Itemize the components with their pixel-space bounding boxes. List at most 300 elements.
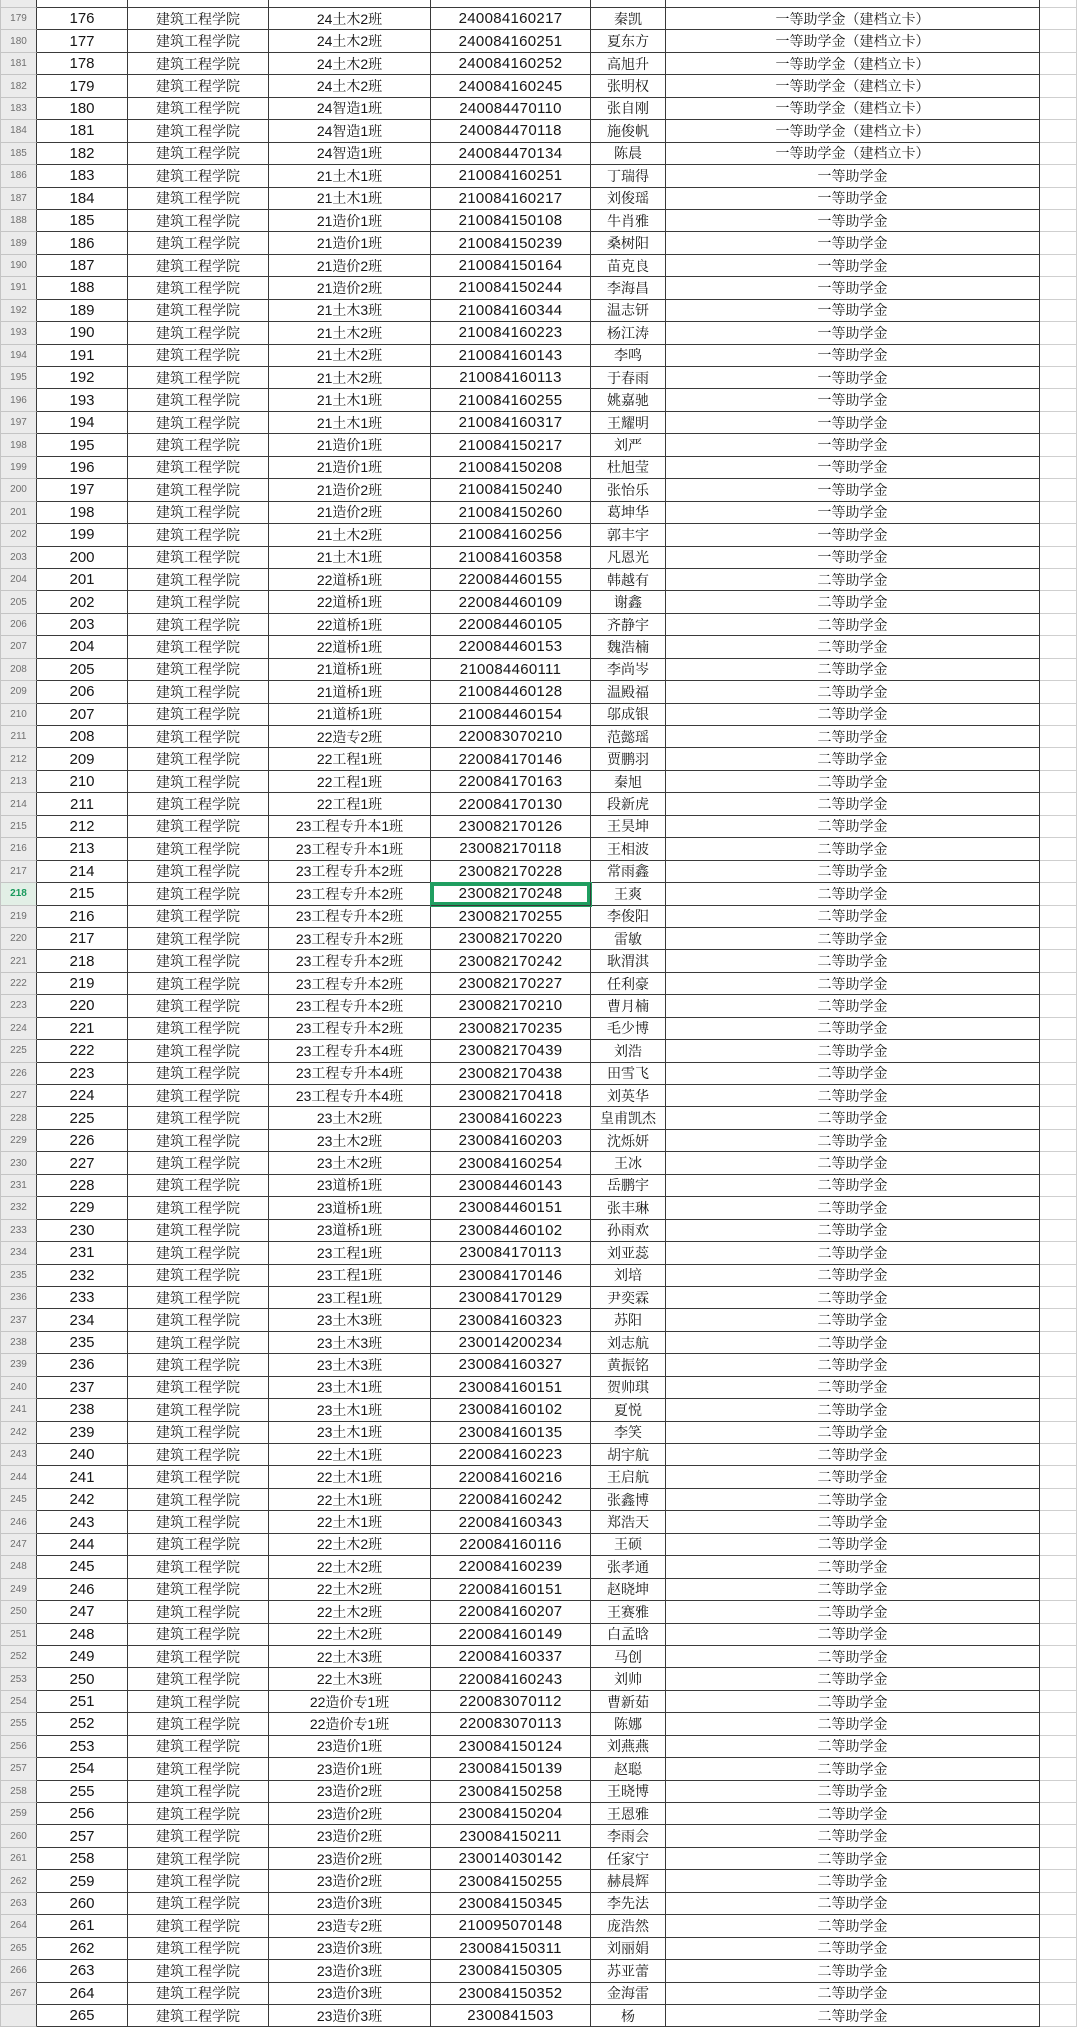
cell-class[interactable]: 21土木1班 [269, 188, 431, 210]
cell-seq[interactable]: 222 [37, 1040, 128, 1062]
cell-class[interactable]: 22道桥1班 [269, 591, 431, 613]
cell-award[interactable]: 一等助学金 [666, 322, 1040, 344]
cell-student-id[interactable]: 230082170418 [431, 1085, 591, 1107]
cell-class[interactable]: 23造价2班 [269, 1848, 431, 1870]
cell-name[interactable]: 刘志航 [591, 1332, 666, 1354]
cell-class[interactable]: 23工程专升本4班 [269, 1040, 431, 1062]
cell-class[interactable]: 23工程专升本2班 [269, 973, 431, 995]
cell-student-id[interactable]: 230084160102 [431, 1399, 591, 1421]
cell-seq[interactable]: 216 [37, 906, 128, 928]
cell-empty[interactable] [1040, 614, 1077, 636]
cell-class[interactable]: 23土木3班 [269, 1309, 431, 1331]
cell-student-id[interactable]: 220084160242 [431, 1489, 591, 1511]
cell-empty[interactable] [1040, 143, 1077, 165]
cell-seq[interactable]: 202 [37, 591, 128, 613]
cell-seq[interactable]: 254 [37, 1758, 128, 1780]
cell-award[interactable]: 二等助学金 [666, 1309, 1040, 1331]
cell-class[interactable]: 21土木2班 [269, 524, 431, 546]
cell-award[interactable]: 二等助学金 [666, 1825, 1040, 1847]
cell-name[interactable]: 岳鹏宇 [591, 1175, 666, 1197]
cell-class[interactable]: 21造价1班 [269, 434, 431, 456]
cell-name[interactable]: 王耀明 [591, 412, 666, 434]
cell-name[interactable]: 李海昌 [591, 277, 666, 299]
cell-college[interactable]: 建筑工程学院 [128, 861, 269, 883]
cell-college[interactable]: 建筑工程学院 [128, 1938, 269, 1960]
cell-name[interactable]: 夏悦 [591, 1399, 666, 1421]
cell-seq[interactable]: 252 [37, 1713, 128, 1735]
cell-name[interactable]: 黄振铭 [591, 1354, 666, 1376]
cell-seq[interactable]: 176 [37, 8, 128, 30]
cell-college[interactable]: 建筑工程学院 [128, 771, 269, 793]
cell-name[interactable]: 李笑 [591, 1422, 666, 1444]
cell-award[interactable]: 一等助学金（建档立卡） [666, 30, 1040, 52]
cell-class[interactable]: 23道桥1班 [269, 1175, 431, 1197]
cell-empty[interactable] [1040, 1107, 1077, 1129]
cell-empty[interactable] [1040, 704, 1077, 726]
cell-student-id[interactable]: 230084160327 [431, 1354, 591, 1376]
row-header[interactable]: 194 [0, 345, 37, 367]
cell-student-id[interactable]: 210084160143 [431, 345, 591, 367]
cell-name[interactable]: 田雪飞 [591, 1063, 666, 1085]
cell-college[interactable]: 建筑工程学院 [128, 1332, 269, 1354]
cell-student-id[interactable]: 230084150211 [431, 1825, 591, 1847]
cell-student-id[interactable]: 210084160113 [431, 367, 591, 389]
cell-name[interactable]: 张自刚 [591, 98, 666, 120]
cell-award[interactable]: 二等助学金 [666, 1915, 1040, 1937]
cell-college[interactable]: 建筑工程学院 [128, 1781, 269, 1803]
cell-empty[interactable] [1040, 1309, 1077, 1331]
cell-empty[interactable] [1040, 906, 1077, 928]
row-header[interactable]: 205 [0, 591, 37, 613]
cell-student-id[interactable]: 220084160149 [431, 1624, 591, 1646]
cell-student-id[interactable]: 220084170146 [431, 748, 591, 770]
cell-college[interactable]: 建筑工程学院 [128, 502, 269, 524]
cell-empty[interactable] [1040, 188, 1077, 210]
cell-class[interactable]: 23造价2班 [269, 1781, 431, 1803]
cell-name[interactable]: 孙雨欢 [591, 1220, 666, 1242]
cell-student-id[interactable]: 220084160116 [431, 1534, 591, 1556]
cell-seq[interactable]: 235 [37, 1332, 128, 1354]
cell-class[interactable]: 24土木2班 [269, 8, 431, 30]
cell-college[interactable]: 建筑工程学院 [128, 367, 269, 389]
cell-name[interactable]: 贾鹏羽 [591, 748, 666, 770]
cell-award[interactable]: 二等助学金 [666, 1466, 1040, 1488]
cell-college[interactable]: 建筑工程学院 [128, 1265, 269, 1287]
cell-award[interactable]: 二等助学金 [666, 1983, 1040, 2005]
cell-award[interactable]: 一等助学金 [666, 367, 1040, 389]
cell-award[interactable]: 二等助学金 [666, 1691, 1040, 1713]
cell-empty[interactable] [1040, 793, 1077, 815]
cell-student-id[interactable]: 230084150352 [431, 1983, 591, 2005]
cell-empty[interactable] [1040, 53, 1077, 75]
cell-empty[interactable] [1040, 748, 1077, 770]
cell-college[interactable]: 建筑工程学院 [128, 1063, 269, 1085]
cell-award[interactable]: 二等助学金 [666, 1736, 1040, 1758]
cell-award[interactable]: 一等助学金 [666, 479, 1040, 501]
cell-award[interactable]: 二等助学金 [666, 1130, 1040, 1152]
cell-award[interactable]: 一等助学金 [666, 412, 1040, 434]
cell-award[interactable]: 二等助学金 [666, 1197, 1040, 1219]
cell-empty[interactable] [1040, 0, 1077, 8]
row-header[interactable]: 185 [0, 143, 37, 165]
cell-award[interactable]: 二等助学金 [666, 793, 1040, 815]
row-header[interactable]: 195 [0, 367, 37, 389]
cell-college[interactable]: 建筑工程学院 [128, 1825, 269, 1847]
cell-seq[interactable]: 248 [37, 1624, 128, 1646]
cell-college[interactable]: 建筑工程学院 [128, 1175, 269, 1197]
cell-class[interactable]: 21造价1班 [269, 210, 431, 232]
cell-seq[interactable]: 259 [37, 1870, 128, 1892]
cell-empty[interactable] [1040, 75, 1077, 97]
cell-seq[interactable]: 220 [37, 995, 128, 1017]
cell-student-id[interactable]: 240084470110 [431, 98, 591, 120]
cell-student-id[interactable]: 230084160223 [431, 1107, 591, 1129]
cell-class[interactable]: 21道桥1班 [269, 704, 431, 726]
cell-college[interactable]: 建筑工程学院 [128, 569, 269, 591]
cell-seq[interactable]: 193 [37, 389, 128, 411]
cell-award[interactable]: 一等助学金（建档立卡） [666, 53, 1040, 75]
cell-student-id[interactable]: 220084160223 [431, 1444, 591, 1466]
cell-college[interactable]: 建筑工程学院 [128, 793, 269, 815]
cell-award[interactable]: 二等助学金 [666, 1175, 1040, 1197]
cell-empty[interactable] [1040, 1736, 1077, 1758]
cell-class[interactable]: 22土木1班 [269, 1511, 431, 1533]
cell-award[interactable]: 二等助学金 [666, 1063, 1040, 1085]
cell-student-id[interactable]: 220084170130 [431, 793, 591, 815]
cell-class[interactable]: 24土木2班 [269, 53, 431, 75]
cell-seq[interactable]: 188 [37, 277, 128, 299]
cell-student-id[interactable]: 210084150208 [431, 457, 591, 479]
cell-name[interactable]: 秦凯 [591, 8, 666, 30]
cell-student-id[interactable]: 210084160223 [431, 322, 591, 344]
cell-seq[interactable]: 224 [37, 1085, 128, 1107]
cell-class[interactable]: 21道桥1班 [269, 659, 431, 681]
cell-class[interactable]: 23工程专升本2班 [269, 928, 431, 950]
cell-award[interactable]: 二等助学金 [666, 1085, 1040, 1107]
cell-name[interactable]: 苏阳 [591, 1309, 666, 1331]
cell-empty[interactable] [1040, 636, 1077, 658]
cell-seq[interactable]: 256 [37, 1803, 128, 1825]
cell-empty[interactable] [1040, 1915, 1077, 1937]
cell-college[interactable]: 建筑工程学院 [128, 704, 269, 726]
cell-name[interactable]: 桑树阳 [591, 232, 666, 254]
cell-seq[interactable]: 185 [37, 210, 128, 232]
row-header[interactable]: 265 [0, 1938, 37, 1960]
cell-award[interactable]: 二等助学金 [666, 1242, 1040, 1264]
cell-class[interactable]: 23工程1班 [269, 1265, 431, 1287]
cell-college[interactable]: 建筑工程学院 [128, 1354, 269, 1376]
cell-college[interactable]: 建筑工程学院 [128, 120, 269, 142]
row-header[interactable]: 188 [0, 210, 37, 232]
cell-seq[interactable]: 257 [37, 1825, 128, 1847]
cell-empty[interactable] [1040, 771, 1077, 793]
cell-empty[interactable] [1040, 1265, 1077, 1287]
row-header[interactable]: 214 [0, 793, 37, 815]
row-header[interactable]: 227 [0, 1085, 37, 1107]
cell-class[interactable]: 22土木2班 [269, 1534, 431, 1556]
cell-award[interactable]: 二等助学金 [666, 1377, 1040, 1399]
cell-student-id[interactable] [431, 0, 591, 8]
row-header[interactable]: 237 [0, 1309, 37, 1331]
row-header[interactable]: 208 [0, 659, 37, 681]
cell-seq[interactable]: 197 [37, 479, 128, 501]
cell-award[interactable]: 二等助学金 [666, 1668, 1040, 1690]
cell-name[interactable]: 张怡乐 [591, 479, 666, 501]
cell-college[interactable]: 建筑工程学院 [128, 928, 269, 950]
cell-college[interactable]: 建筑工程学院 [128, 188, 269, 210]
cell-college[interactable]: 建筑工程学院 [128, 8, 269, 30]
cell-college[interactable]: 建筑工程学院 [128, 479, 269, 501]
cell-student-id[interactable]: 220083070113 [431, 1713, 591, 1735]
cell-class[interactable]: 22工程1班 [269, 748, 431, 770]
cell-award[interactable]: 二等助学金 [666, 1534, 1040, 1556]
cell-empty[interactable] [1040, 1287, 1077, 1309]
cell-college[interactable]: 建筑工程学院 [128, 726, 269, 748]
cell-student-id[interactable]: 210084150239 [431, 232, 591, 254]
row-header[interactable]: 258 [0, 1781, 37, 1803]
row-header[interactable]: 252 [0, 1646, 37, 1668]
cell-class[interactable]: 23工程1班 [269, 1287, 431, 1309]
cell-empty[interactable] [1040, 973, 1077, 995]
cell-name[interactable]: 胡宇航 [591, 1444, 666, 1466]
cell-award[interactable]: 一等助学金 [666, 188, 1040, 210]
cell-name[interactable]: 刘严 [591, 434, 666, 456]
cell-empty[interactable] [1040, 1085, 1077, 1107]
cell-seq[interactable]: 213 [37, 838, 128, 860]
cell-seq[interactable]: 217 [37, 928, 128, 950]
row-header[interactable]: 251 [0, 1624, 37, 1646]
cell-student-id[interactable]: 210084160255 [431, 389, 591, 411]
cell-name[interactable]: 于春雨 [591, 367, 666, 389]
cell-class[interactable]: 21造价2班 [269, 277, 431, 299]
cell-name[interactable]: 姚嘉驰 [591, 389, 666, 411]
row-header[interactable]: 219 [0, 906, 37, 928]
cell-empty[interactable] [1040, 30, 1077, 52]
cell-college[interactable]: 建筑工程学院 [128, 1444, 269, 1466]
cell-name[interactable]: 白孟晗 [591, 1624, 666, 1646]
cell-award[interactable]: 二等助学金 [666, 1422, 1040, 1444]
row-header[interactable]: 202 [0, 524, 37, 546]
cell-empty[interactable] [1040, 591, 1077, 613]
row-header[interactable]: 245 [0, 1489, 37, 1511]
cell-class[interactable]: 22造价专1班 [269, 1713, 431, 1735]
cell-class[interactable]: 23道桥1班 [269, 1197, 431, 1219]
cell-seq[interactable]: 250 [37, 1668, 128, 1690]
cell-class[interactable]: 23造价3班 [269, 1960, 431, 1982]
cell-class[interactable]: 22造价专1班 [269, 1691, 431, 1713]
cell-student-id[interactable]: 220083070112 [431, 1691, 591, 1713]
cell-name[interactable]: 牛肖雅 [591, 210, 666, 232]
cell-award[interactable]: 一等助学金 [666, 524, 1040, 546]
cell-seq[interactable]: 239 [37, 1422, 128, 1444]
cell-college[interactable]: 建筑工程学院 [128, 883, 269, 905]
cell-student-id[interactable]: 230084150204 [431, 1803, 591, 1825]
cell-class[interactable]: 23工程专升本2班 [269, 906, 431, 928]
cell-student-id[interactable]: 230084170146 [431, 1265, 591, 1287]
cell-empty[interactable] [1040, 569, 1077, 591]
cell-empty[interactable] [1040, 1422, 1077, 1444]
row-header[interactable]: 266 [0, 1960, 37, 1982]
cell-college[interactable]: 建筑工程学院 [128, 1422, 269, 1444]
cell-award[interactable]: 二等助学金 [666, 838, 1040, 860]
cell-class[interactable]: 23土木2班 [269, 1107, 431, 1129]
cell-class[interactable]: 21土木1班 [269, 547, 431, 569]
cell-class[interactable]: 23工程专升本4班 [269, 1085, 431, 1107]
cell-seq[interactable]: 261 [37, 1915, 128, 1937]
cell-college[interactable]: 建筑工程学院 [128, 1870, 269, 1892]
cell-student-id[interactable]: 230084150255 [431, 1870, 591, 1892]
cell-award[interactable]: 二等助学金 [666, 1624, 1040, 1646]
cell-student-id[interactable]: 230084150305 [431, 1960, 591, 1982]
cell-student-id[interactable]: 230084160323 [431, 1309, 591, 1331]
cell-student-id[interactable]: 230084160203 [431, 1130, 591, 1152]
cell-name[interactable]: 耿渭淇 [591, 950, 666, 972]
cell-name[interactable]: 苗克良 [591, 255, 666, 277]
cell-empty[interactable] [1040, 389, 1077, 411]
row-header[interactable]: 238 [0, 1332, 37, 1354]
row-header[interactable]: 254 [0, 1691, 37, 1713]
cell-class[interactable]: 23造价2班 [269, 1870, 431, 1892]
cell-college[interactable]: 建筑工程学院 [128, 30, 269, 52]
cell-award[interactable]: 二等助学金 [666, 1332, 1040, 1354]
cell-award[interactable]: 二等助学金 [666, 1960, 1040, 1982]
cell-name[interactable]: 凡恩光 [591, 547, 666, 569]
cell-award[interactable]: 二等助学金 [666, 1938, 1040, 1960]
cell-seq[interactable]: 196 [37, 457, 128, 479]
cell-student-id[interactable]: 230084150139 [431, 1758, 591, 1780]
cell-award[interactable]: 二等助学金 [666, 950, 1040, 972]
cell-empty[interactable] [1040, 277, 1077, 299]
cell-class[interactable]: 23工程专升本1班 [269, 816, 431, 838]
cell-name[interactable]: 庞浩然 [591, 1915, 666, 1937]
row-header[interactable]: 187 [0, 188, 37, 210]
cell-student-id[interactable]: 220084160207 [431, 1601, 591, 1623]
cell-seq[interactable]: 251 [37, 1691, 128, 1713]
cell-empty[interactable] [1040, 1130, 1077, 1152]
cell-name[interactable]: 丁瑞得 [591, 165, 666, 187]
cell-empty[interactable] [1040, 165, 1077, 187]
cell-class[interactable]: 23造价3班 [269, 1938, 431, 1960]
cell-class[interactable]: 22工程1班 [269, 793, 431, 815]
row-header[interactable]: 216 [0, 838, 37, 860]
cell-college[interactable]: 建筑工程学院 [128, 1085, 269, 1107]
cell-empty[interactable] [1040, 210, 1077, 232]
cell-student-id[interactable]: 220083070210 [431, 726, 591, 748]
cell-name[interactable]: 刘帅 [591, 1668, 666, 1690]
cell-seq[interactable]: 209 [37, 748, 128, 770]
cell-seq[interactable]: 182 [37, 143, 128, 165]
row-header[interactable]: 183 [0, 98, 37, 120]
cell-seq[interactable]: 221 [37, 1018, 128, 1040]
cell-award[interactable]: 二等助学金 [666, 816, 1040, 838]
cell-seq[interactable]: 243 [37, 1511, 128, 1533]
row-header[interactable]: 232 [0, 1197, 37, 1219]
cell-class[interactable]: 23造价3班 [269, 1893, 431, 1915]
cell-seq[interactable]: 215 [37, 883, 128, 905]
cell-name[interactable]: 王赛雅 [591, 1601, 666, 1623]
cell-college[interactable]: 建筑工程学院 [128, 1040, 269, 1062]
cell-award[interactable]: 二等助学金 [666, 1489, 1040, 1511]
cell-seq[interactable]: 260 [37, 1893, 128, 1915]
cell-college[interactable]: 建筑工程学院 [128, 659, 269, 681]
cell-student-id[interactable]: 230084460143 [431, 1175, 591, 1197]
cell-student-id[interactable]: 220084460105 [431, 614, 591, 636]
cell-name[interactable]: 秦旭 [591, 771, 666, 793]
row-header[interactable]: 261 [0, 1848, 37, 1870]
cell-award[interactable]: 二等助学金 [666, 1713, 1040, 1735]
cell-class[interactable]: 21土木2班 [269, 345, 431, 367]
cell-college[interactable]: 建筑工程学院 [128, 1309, 269, 1331]
cell-seq[interactable]: 186 [37, 232, 128, 254]
cell-college[interactable]: 建筑工程学院 [128, 614, 269, 636]
cell-student-id[interactable]: 210084160317 [431, 412, 591, 434]
cell-seq[interactable]: 194 [37, 412, 128, 434]
cell-name[interactable]: 杜旭莹 [591, 457, 666, 479]
cell-class[interactable]: 22土木3班 [269, 1668, 431, 1690]
cell-class[interactable]: 22土木2班 [269, 1601, 431, 1623]
cell-student-id[interactable]: 230082170210 [431, 995, 591, 1017]
row-header[interactable]: 231 [0, 1175, 37, 1197]
cell-student-id[interactable]: 230084170113 [431, 1242, 591, 1264]
cell-name[interactable]: 李先法 [591, 1893, 666, 1915]
cell-award[interactable]: 二等助学金 [666, 748, 1040, 770]
cell-name[interactable]: 温殿福 [591, 681, 666, 703]
cell-name[interactable]: 刘英华 [591, 1085, 666, 1107]
cell-student-id[interactable]: 210084160344 [431, 300, 591, 322]
cell-award[interactable]: 二等助学金 [666, 883, 1040, 905]
cell-empty[interactable] [1040, 726, 1077, 748]
cell-seq[interactable]: 232 [37, 1265, 128, 1287]
cell-name[interactable]: 韩越有 [591, 569, 666, 591]
cell-name[interactable]: 王晓博 [591, 1781, 666, 1803]
cell-name[interactable]: 杨江涛 [591, 322, 666, 344]
cell-student-id[interactable]: 230084160254 [431, 1152, 591, 1174]
cell-award[interactable]: 二等助学金 [666, 659, 1040, 681]
row-header[interactable]: 220 [0, 928, 37, 950]
cell-college[interactable]: 建筑工程学院 [128, 389, 269, 411]
cell-name[interactable]: 曹新茹 [591, 1691, 666, 1713]
cell-class[interactable] [269, 0, 431, 8]
row-header[interactable]: 262 [0, 1870, 37, 1892]
cell-class[interactable]: 21土木1班 [269, 389, 431, 411]
cell-name[interactable]: 齐静宇 [591, 614, 666, 636]
row-header[interactable]: 201 [0, 502, 37, 524]
cell-student-id[interactable]: 210084150217 [431, 434, 591, 456]
cell-college[interactable]: 建筑工程学院 [128, 210, 269, 232]
cell-empty[interactable] [1040, 345, 1077, 367]
row-header[interactable]: 207 [0, 636, 37, 658]
cell-class[interactable]: 21土木1班 [269, 412, 431, 434]
cell-class[interactable]: 22土木1班 [269, 1489, 431, 1511]
row-header[interactable]: 204 [0, 569, 37, 591]
cell-award[interactable]: 二等助学金 [666, 906, 1040, 928]
cell-empty[interactable] [1040, 1825, 1077, 1847]
cell-award[interactable]: 一等助学金 [666, 232, 1040, 254]
cell-student-id[interactable]: 230082170220 [431, 928, 591, 950]
cell-award[interactable]: 二等助学金 [666, 704, 1040, 726]
cell-name[interactable]: 张孝通 [591, 1556, 666, 1578]
row-header[interactable]: 233 [0, 1220, 37, 1242]
cell-name[interactable] [591, 0, 666, 8]
cell-class[interactable]: 21造价1班 [269, 232, 431, 254]
cell-student-id[interactable]: 210084150108 [431, 210, 591, 232]
cell-class[interactable]: 21造价2班 [269, 502, 431, 524]
cell-college[interactable]: 建筑工程学院 [128, 1377, 269, 1399]
cell-award[interactable]: 二等助学金 [666, 1781, 1040, 1803]
cell-empty[interactable] [1040, 1242, 1077, 1264]
cell-empty[interactable] [1040, 1152, 1077, 1174]
cell-award[interactable]: 二等助学金 [666, 1601, 1040, 1623]
